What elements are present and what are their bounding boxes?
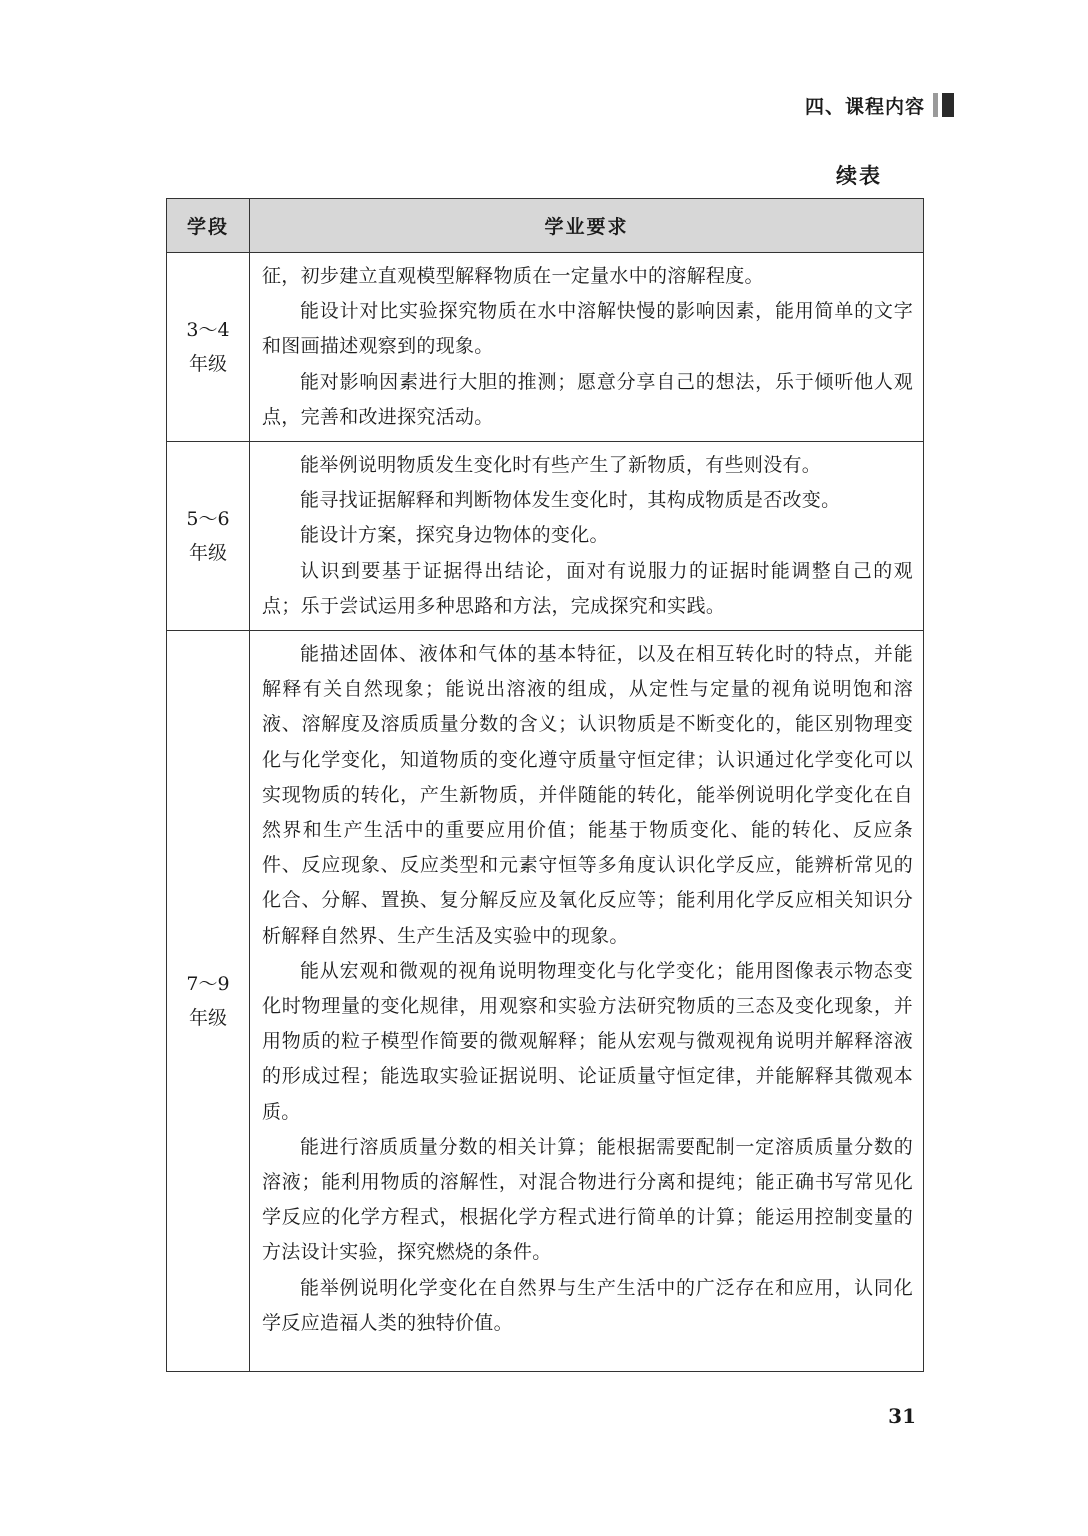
- requirement-cell: [250, 631, 924, 1372]
- requirement-paragraph: 能进行溶质质量分数的相关计算；能根据需要配制一定溶质质量分数的溶液；能利用物质的溶解性，对混合物进行分离和提纯；能正确书写常见化学反应的化学方程式，根据化学方程式进行简单的计算；能运用控制变量的方法设计实验，探究燃烧的条件。: [262, 1135, 913, 1264]
- requirement-paragraph: 征，初步建立直观模型解释物质在一定量水中的溶解程度。: [262, 265, 764, 287]
- requirement-paragraph: 能从宏观和微观的视角说明物理变化与化学变化；能用图像表示物态变化时物理量的变化规律，用观察和实验方法研究物质的三态及变化现象，并用物质的粒子模型作简要的微观解释；能从宏观与微观视角说明并解释溶液的形成过程；能选取实验证据说明、论证质量守恒定律，并能解释其微观本质。: [262, 959, 913, 1123]
- requirement-paragraph: 能设计对比实验探究物质在水中溶解快慢的影响因素，能用简单的文字和图画描述观察到的现象。: [262, 300, 913, 358]
- requirement-cell: [250, 253, 924, 442]
- stage-unit: 年级: [188, 353, 227, 375]
- table-row: [167, 631, 924, 1372]
- stage-cell: [167, 253, 250, 442]
- stage-cell: [167, 631, 250, 1372]
- section-title: 四、课程内容: [804, 95, 925, 118]
- header-decoration: [933, 93, 954, 117]
- requirement-paragraph: 能对影响因素进行大胆的推测；愿意分享自己的想法，乐于倾听他人观点，完善和改进探究活动。: [262, 370, 913, 428]
- requirement-paragraph: 能描述固体、液体和气体的基本特征，以及在相互转化时的特点，并能解释有关自然现象；能说出溶液的组成，从定性与定量的视角说明饱和溶液、溶解度及溶质质量分数的含义；认识物质是不断变化的，能区别物理变化与化学变化，知道物质的变化遵守质量守恒定律；认识通过化学变化可以实现物质的转化，产生新物质，并伴随能的转化，能举例说明化学变化在自然界和生产生活中的重要应用价值；能基于物质变化、能的转化、反应条件、反应现象、反应类型和元素守恒等多角度认识化学反应，能辨析常见的化合、分解、置换、复分解反应及氧化反应等；能利用化学反应相关知识分析解释自然界、生产生活及实验中的现象。: [262, 643, 913, 947]
- requirement-paragraph: 能寻找证据解释和判断物体发生变化时，其构成物质是否改变。: [300, 489, 841, 512]
- continued-table-label: 续表: [836, 164, 882, 188]
- header-bar-thick: [942, 93, 954, 117]
- stage-unit: 年级: [188, 1007, 227, 1030]
- page-number: 31: [888, 1404, 916, 1428]
- header-stage: 学段: [167, 199, 250, 253]
- header-bar-thin: [933, 93, 938, 117]
- table-row: [167, 442, 924, 631]
- requirements-table: [166, 198, 924, 1372]
- requirement-paragraph: 能举例说明化学变化在自然界与生产生活中的广泛存在和应用，认同化学反应造福人类的独特价值。: [262, 1276, 913, 1334]
- table-header-row: [167, 199, 924, 253]
- table-row: [167, 253, 924, 442]
- requirement-paragraph: 能设计方案，探究身边物体的变化。: [300, 524, 609, 547]
- header-requirement: 学业要求: [250, 199, 924, 253]
- stage-range: 7～9: [186, 973, 230, 996]
- stage-range: 5～6: [186, 508, 230, 531]
- requirement-paragraph: 能举例说明物质发生变化时有些产生了新物质，有些则没有。: [300, 454, 822, 477]
- running-header: [805, 88, 954, 122]
- requirement-paragraph: 认识到要基于证据得出结论，面对有说服力的证据时能调整自己的观点；乐于尝试运用多种思路和方法，完成探究和实践。: [262, 559, 913, 617]
- stage-cell: [167, 442, 250, 631]
- requirement-cell: [250, 442, 924, 631]
- stage-unit: 年级: [188, 542, 227, 565]
- stage-range: 3～4: [186, 319, 230, 341]
